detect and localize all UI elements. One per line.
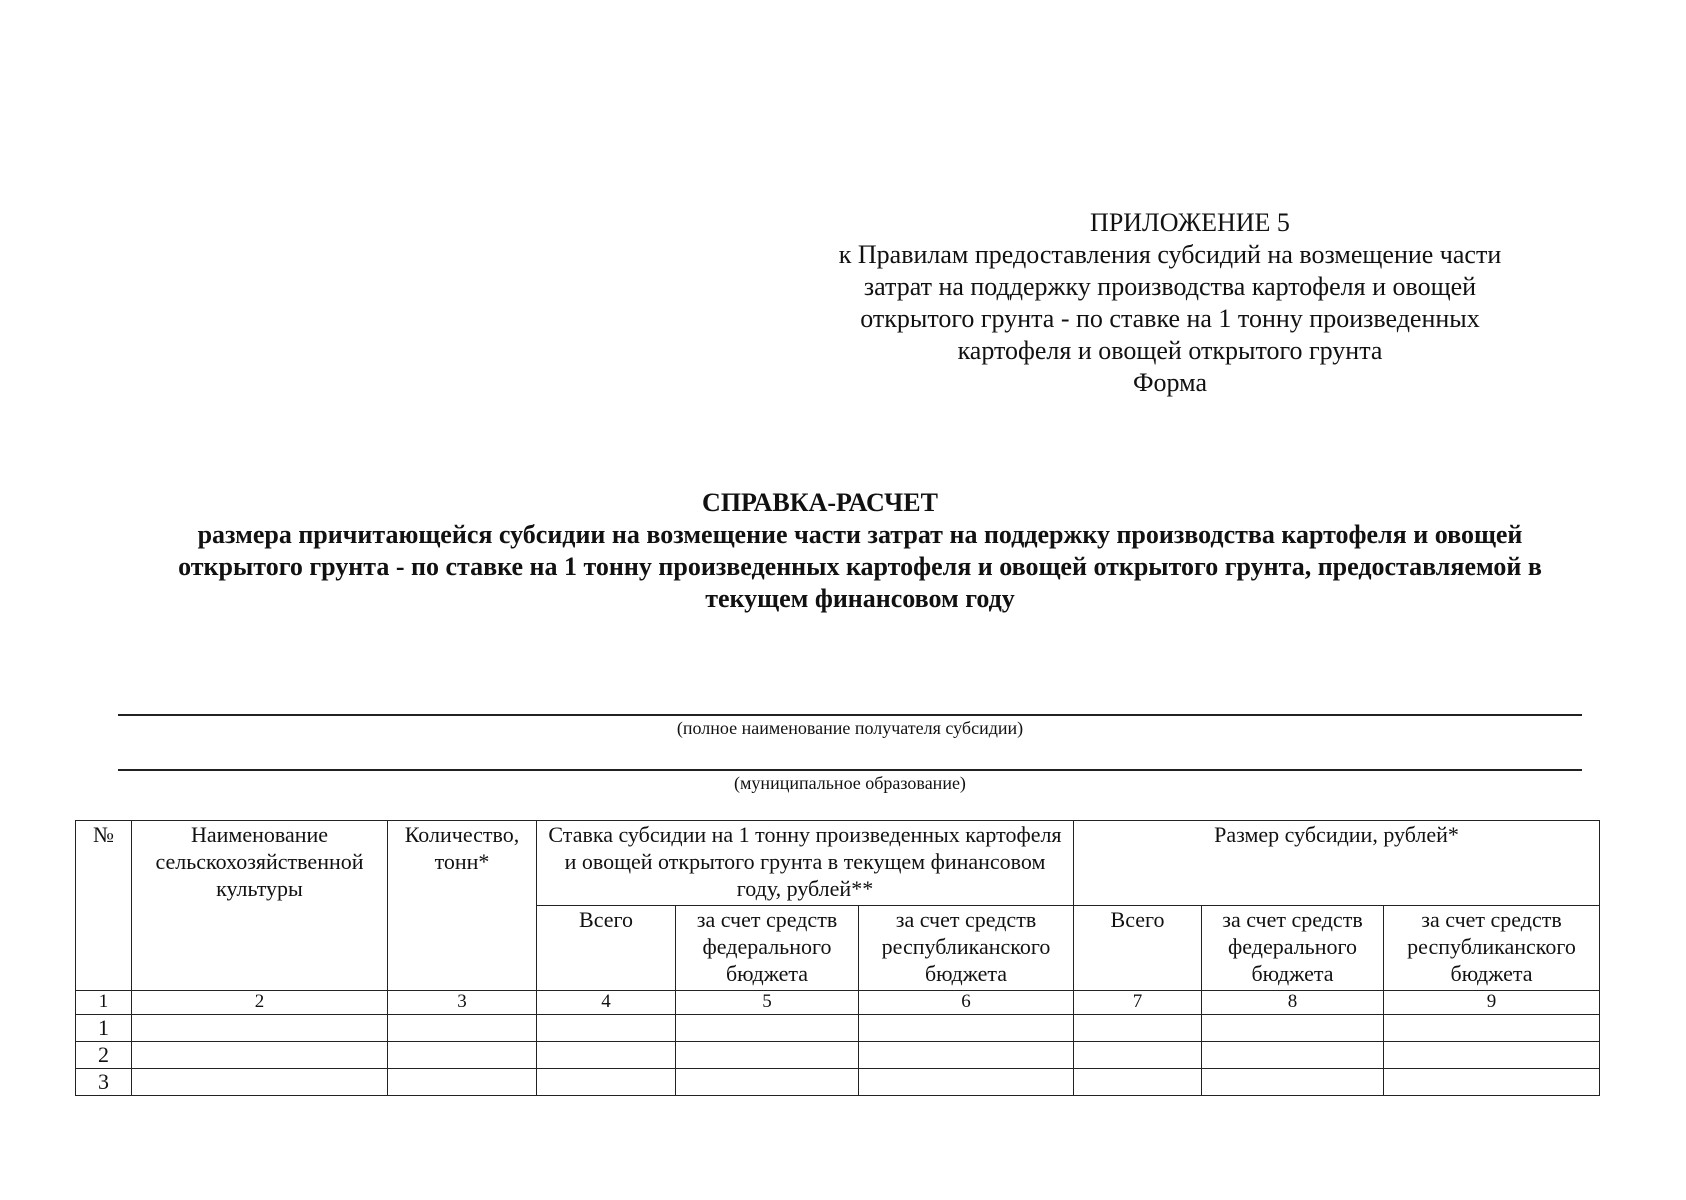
header-amount-federal: за счет средств федерального бюджета [1202, 906, 1384, 991]
recipient-line [118, 714, 1582, 716]
appendix-line: затрат на поддержку производства картофеля и овощей [863, 272, 1477, 301]
header-crop-name: Наименование сельскохозяйственной культуры [132, 821, 388, 991]
column-number: 7 [1074, 991, 1202, 1015]
rate-republic-cell[interactable] [859, 1069, 1074, 1096]
column-number-row [76, 991, 1600, 1015]
header-rate-total: Всего [537, 906, 676, 991]
rate-total-cell[interactable] [537, 1042, 676, 1069]
amount-federal-cell[interactable] [1202, 1042, 1384, 1069]
amount-total-cell[interactable] [1074, 1069, 1202, 1096]
rate-federal-cell[interactable] [676, 1015, 859, 1042]
appendix-title: ПРИЛОЖЕНИЕ 5 [1090, 208, 1290, 237]
column-number: 2 [132, 991, 388, 1015]
column-number: 8 [1202, 991, 1384, 1015]
rate-republic-cell[interactable] [859, 1015, 1074, 1042]
amount-federal-cell[interactable] [1202, 1069, 1384, 1096]
column-number: 3 [388, 991, 537, 1015]
row-number: 1 [76, 1015, 132, 1042]
appendix-block [790, 207, 1550, 399]
document-title: СПРАВКА-РАСЧЕТ [702, 488, 938, 517]
crop-name-cell[interactable] [132, 1042, 388, 1069]
header-amount-total: Всего [1074, 906, 1202, 991]
quantity-cell[interactable] [388, 1015, 537, 1042]
header-number: № [76, 821, 132, 991]
amount-total-cell[interactable] [1074, 1015, 1202, 1042]
appendix-line: картофеля и овощей открытого грунта [957, 336, 1383, 365]
header-rate-federal: за счет средств федерального бюджета [676, 906, 859, 991]
subsidy-table [75, 820, 1600, 1096]
header-subsidy-amount: Размер субсидии, рублей* [1074, 821, 1600, 906]
rate-federal-cell[interactable] [676, 1042, 859, 1069]
municipality-line [118, 769, 1582, 771]
quantity-cell[interactable] [388, 1042, 537, 1069]
header-subsidy-rate: Ставка субсидии на 1 тонну произведенных картофеля и овощей открытого грунта в текущем финансовом году, рублей** [537, 821, 1074, 906]
appendix-line: к Правилам предоставления субсидий на возмещение части [838, 240, 1502, 269]
rate-federal-cell[interactable] [676, 1069, 859, 1096]
column-number: 6 [859, 991, 1074, 1015]
row-number: 3 [76, 1069, 132, 1096]
column-number: 4 [537, 991, 676, 1015]
rate-republic-cell[interactable] [859, 1042, 1074, 1069]
quantity-cell[interactable] [388, 1069, 537, 1096]
recipient-caption: (полное наименование получателя субсидии) [676, 718, 1024, 738]
document-subtitle: размера причитающейся субсидии на возмещение части затрат на поддержку производства картофеля и овощей открытого грунта - по ставке на 1 тонну произведенных картофеля и овощей открытого грунта, предоставляемой в текущем финансовом году [178, 520, 1542, 613]
amount-total-cell[interactable] [1074, 1042, 1202, 1069]
crop-name-cell[interactable] [132, 1015, 388, 1042]
rate-total-cell[interactable] [537, 1069, 676, 1096]
header-amount-republic: за счет средств республиканского бюджета [1384, 906, 1600, 991]
table-row [76, 1042, 1600, 1069]
column-number: 1 [76, 991, 132, 1015]
rate-total-cell[interactable] [537, 1015, 676, 1042]
table-row [76, 1015, 1600, 1042]
appendix-line: открытого грунта - по ставке на 1 тонну произведенных [860, 304, 1480, 333]
amount-republic-cell[interactable] [1384, 1042, 1600, 1069]
document-heading [150, 487, 1570, 615]
header-quantity: Количество, тонн* [388, 821, 537, 991]
crop-name-cell[interactable] [132, 1069, 388, 1096]
row-number: 2 [76, 1042, 132, 1069]
header-rate-republic: за счет средств республиканского бюджета [859, 906, 1074, 991]
municipality-caption: (муниципальное образование) [734, 773, 966, 793]
amount-republic-cell[interactable] [1384, 1015, 1600, 1042]
amount-federal-cell[interactable] [1202, 1015, 1384, 1042]
table-row [76, 1069, 1600, 1096]
column-number: 9 [1384, 991, 1600, 1015]
form-label: Форма [1133, 368, 1207, 397]
column-number: 5 [676, 991, 859, 1015]
amount-republic-cell[interactable] [1384, 1069, 1600, 1096]
